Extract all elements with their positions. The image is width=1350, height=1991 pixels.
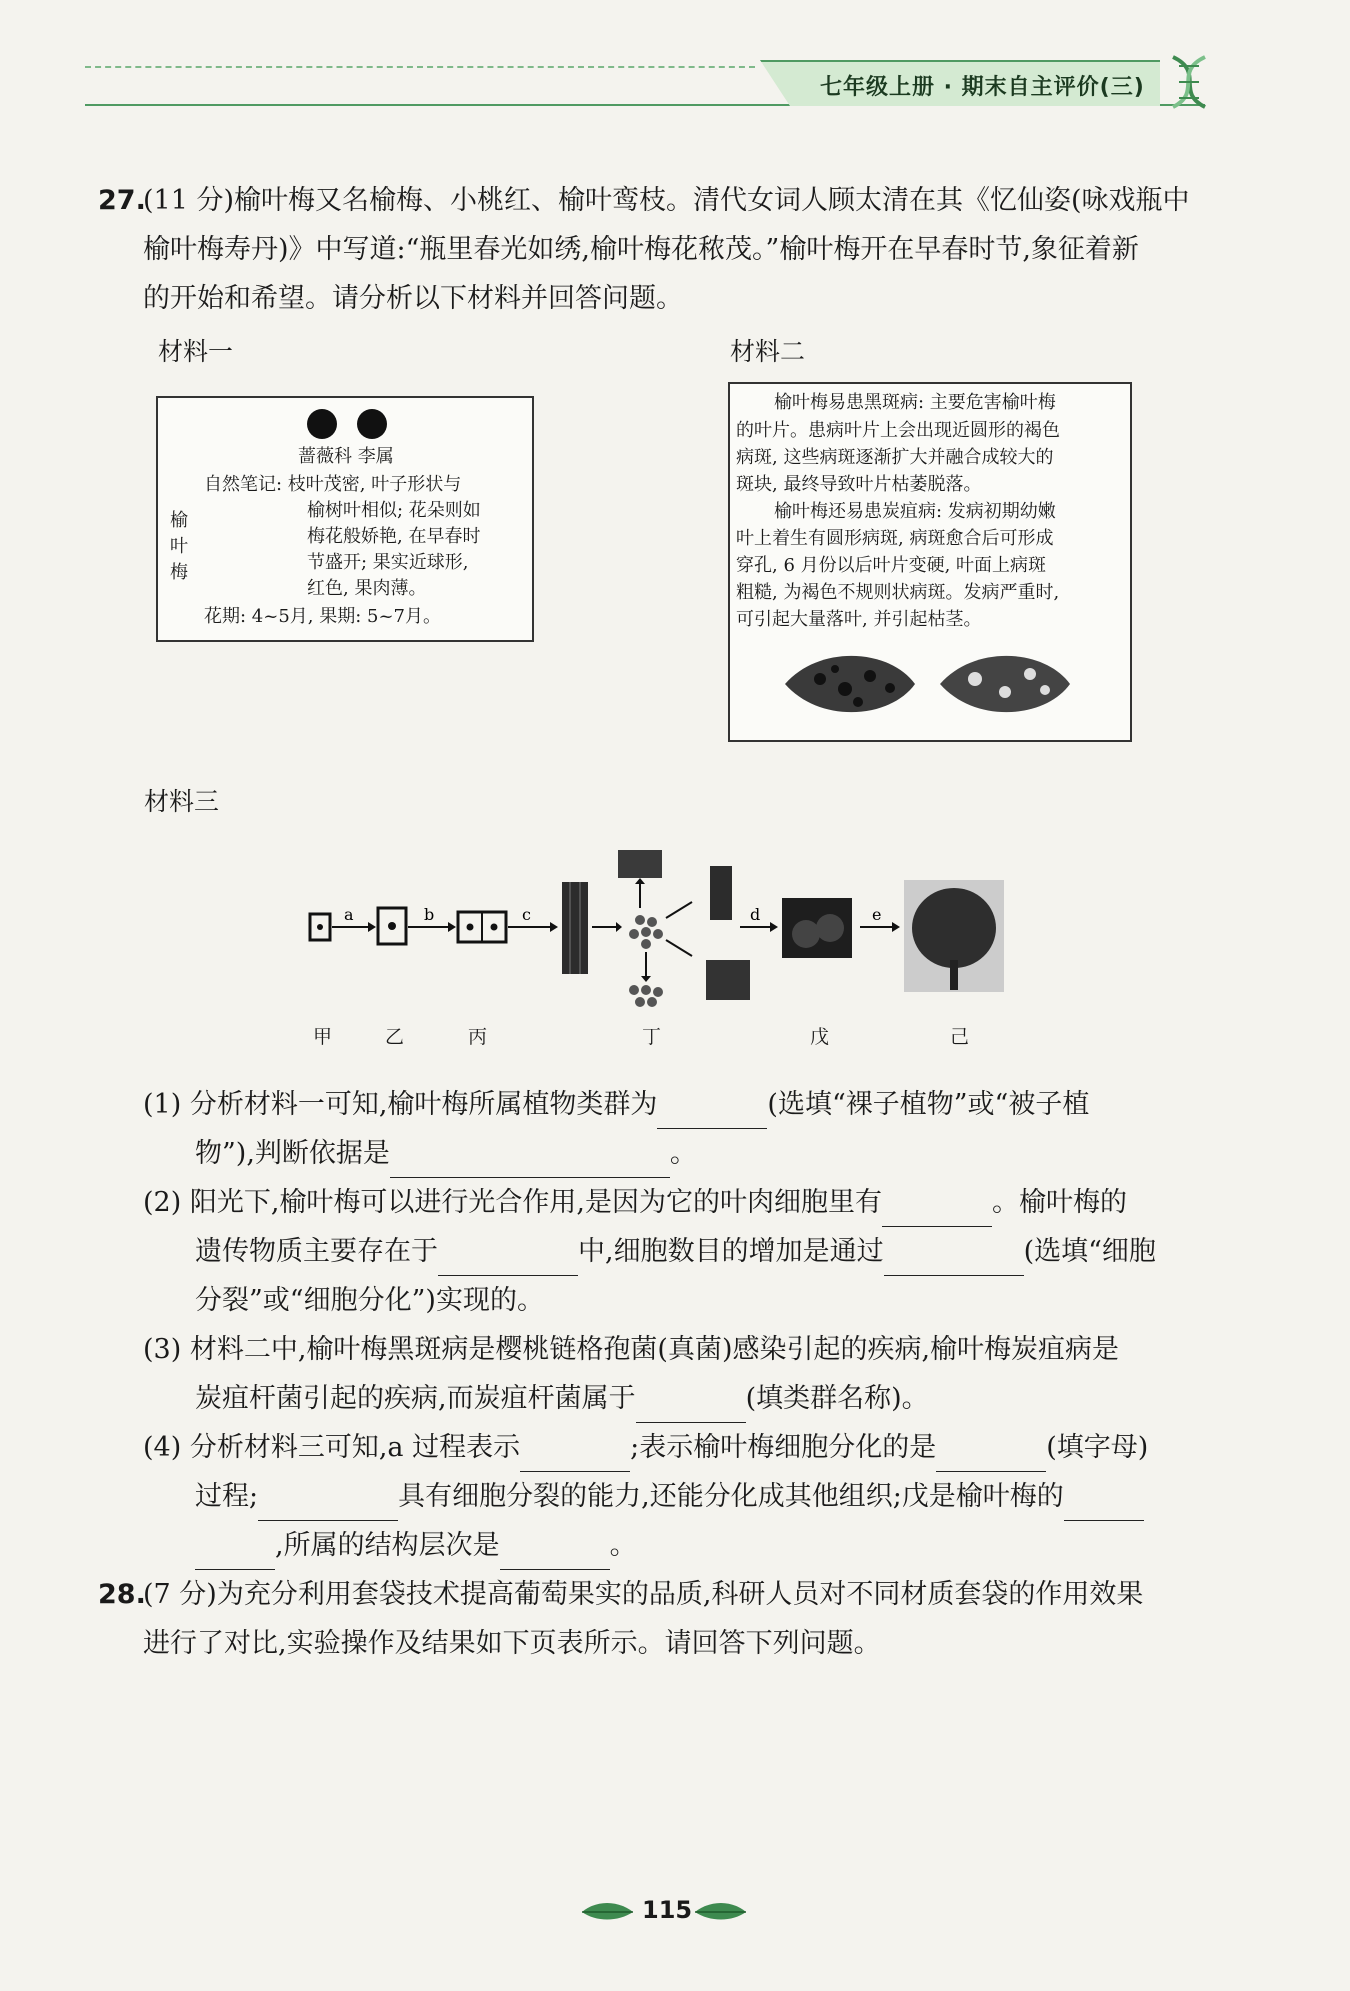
q27-intro-line2: 榆叶梅寿丹)》中写道:“瓶里春光如绣,榆叶梅花秾茂。”榆叶梅开在早春时节,象征着新: [143, 234, 1139, 265]
answer-blank-1a[interactable]: [657, 1098, 767, 1129]
nature-note-4: 节盛开; 果实近球形,: [307, 552, 469, 573]
stage-jia: 甲: [313, 1026, 333, 1048]
answer-blank-4d-cont[interactable]: [195, 1539, 275, 1570]
material-3-label: 材料三: [144, 787, 220, 816]
tissue-center: [629, 915, 663, 949]
page-number: 115: [642, 1896, 693, 1924]
arrow-label-b: b: [424, 905, 435, 924]
arrow-label-a: a: [344, 905, 354, 924]
tissue-bottom: [629, 985, 663, 1007]
answer-blank-4c[interactable]: [258, 1490, 398, 1521]
answer-blank-4b[interactable]: [936, 1441, 1046, 1472]
material-1-label: 材料一: [158, 337, 234, 366]
sub-question-4-line1: (4) 分析材料三可知,a 过程表示 ;表示榆叶梅细胞分化的是 (填字母): [143, 1423, 1148, 1472]
tissue-top: [618, 850, 662, 878]
answer-blank-4e[interactable]: [500, 1539, 610, 1570]
stage-wu: 戊: [810, 1026, 830, 1048]
q28-line2: 进行了对比,实验操作及结果如下页表所示。请回答下列问题。: [143, 1628, 881, 1659]
q27-intro-line1: (11 分)榆叶梅又名榆梅、小桃红、榆叶鸾枝。清代女词人顾太清在其《忆仙姿(咏戏瓶中: [143, 185, 1190, 216]
m2-line2: 的叶片。患病叶片上会出现近圆形的褐色: [736, 420, 1060, 441]
sub-question-2-line1: (2) 阳光下,榆叶梅可以进行光合作用,是因为它的叶肉细胞里有 。榆叶梅的: [143, 1178, 1127, 1227]
question-27-number: 27.: [98, 185, 146, 216]
q28-line1: (7 分)为充分利用套袋技术提高葡萄果实的品质,科研人员对不同材质套袋的作用效果: [143, 1579, 1144, 1610]
nature-note-1: 自然笔记: 枝叶茂密, 叶子形状与: [204, 474, 462, 495]
plant-development-diagram: [300, 850, 1020, 1030]
stage-bing: 丙: [468, 1026, 488, 1048]
m2-line1: 榆叶梅易患黑斑病: 主要危害榆叶梅: [774, 392, 1056, 413]
m2-line3: 病斑, 这些病斑逐渐扩大并融合成较大的: [736, 447, 1054, 468]
flowering-period: 花期: 4~5月, 果期: 5~7月。: [204, 606, 441, 627]
sub-question-1-line2: 物”),判断依据是 。: [195, 1129, 697, 1178]
question-28-number: 28.: [98, 1579, 146, 1610]
stage-yi: 乙: [385, 1026, 405, 1048]
sub-question-4-line2: 过程; 具有细胞分裂的能力,还能分化成其他组织;戊是榆叶梅的: [195, 1472, 1144, 1521]
m2-line8: 粗糙, 为褐色不规则状病斑。发病严重时,: [736, 582, 1060, 603]
sub-question-2-line2: 遗传物质主要存在于 中,细胞数目的增加是通过 (选填“细胞: [195, 1227, 1156, 1276]
leaf-ornament-right-icon: [690, 1896, 750, 1926]
answer-blank-4a[interactable]: [520, 1441, 630, 1472]
answer-blank-2b[interactable]: [438, 1245, 578, 1276]
sub-question-3-line2: 炭疽杆菌引起的疾病,而炭疽杆菌属于 (填类群名称)。: [195, 1374, 929, 1423]
stage-ji: 己: [950, 1026, 970, 1048]
answer-blank-2c[interactable]: [884, 1245, 1024, 1276]
plant-family: 蔷薇科 李属: [298, 446, 394, 467]
material-2-box: [728, 382, 1132, 742]
arrow-label-e: e: [872, 905, 882, 924]
sub-question-3-line1: (3) 材料二中,榆叶梅黑斑病是樱桃链格孢菌(真菌)感染引起的疾病,榆叶梅炭疽病是: [143, 1334, 1120, 1365]
answer-blank-2a[interactable]: [882, 1196, 992, 1227]
m2-line4: 斑块, 最终导致叶片枯萎脱落。: [736, 474, 982, 495]
arrow-label-c: c: [522, 905, 531, 924]
answer-blank-4d[interactable]: [1064, 1490, 1144, 1521]
m2-line9: 可引起大量落叶, 并引起枯茎。: [736, 609, 982, 630]
cell-column: [562, 882, 588, 974]
answer-blank-3a[interactable]: [636, 1392, 746, 1423]
tissue-right-top: [710, 866, 732, 920]
m2-line7: 穿孔, 6 月份以后叶片变硬, 叶面上病斑: [736, 555, 1047, 576]
page-header-title: 七年级上册 · 期末自主评价(三): [820, 75, 1145, 100]
nature-note-5: 红色, 果肉薄。: [307, 578, 427, 599]
stage-ding: 丁: [642, 1026, 662, 1048]
m2-line6: 叶上着生有圆形病斑, 病斑愈合后可形成: [736, 528, 1054, 549]
sub-question-2-line3: 分裂”或“细胞分化”)实现的。: [195, 1285, 544, 1316]
arrow-label-d: d: [750, 905, 761, 924]
plant-name-vertical: 榆叶梅: [170, 510, 188, 583]
leaf-ornament-left-icon: [578, 1896, 638, 1926]
m2-line5: 榆叶梅还易患炭疽病: 发病初期幼嫩: [774, 501, 1056, 522]
header-dashed-line: [85, 66, 755, 68]
nature-note-2: 榆树叶相似; 花朵则如: [307, 500, 481, 521]
diseased-leaves-image: [780, 644, 1080, 724]
tissue-right-bottom: [706, 960, 750, 1000]
sub-question-4-line3: ,所属的结构层次是 。: [195, 1521, 637, 1570]
material-2-label: 材料二: [730, 337, 806, 366]
q27-intro-line3: 的开始和希望。请分析以下材料并回答问题。: [143, 283, 683, 314]
nature-note-3: 梅花般娇艳, 在早春时: [307, 526, 481, 547]
dna-icon: [1165, 52, 1215, 112]
material-1-box: [156, 396, 534, 642]
seed-dots-icon: [304, 406, 394, 442]
answer-blank-1b[interactable]: [390, 1147, 670, 1178]
sub-question-1-line1: (1) 分析材料一可知,榆叶梅所属植物类群为 (选填“裸子植物”或“被子植: [143, 1080, 1089, 1129]
